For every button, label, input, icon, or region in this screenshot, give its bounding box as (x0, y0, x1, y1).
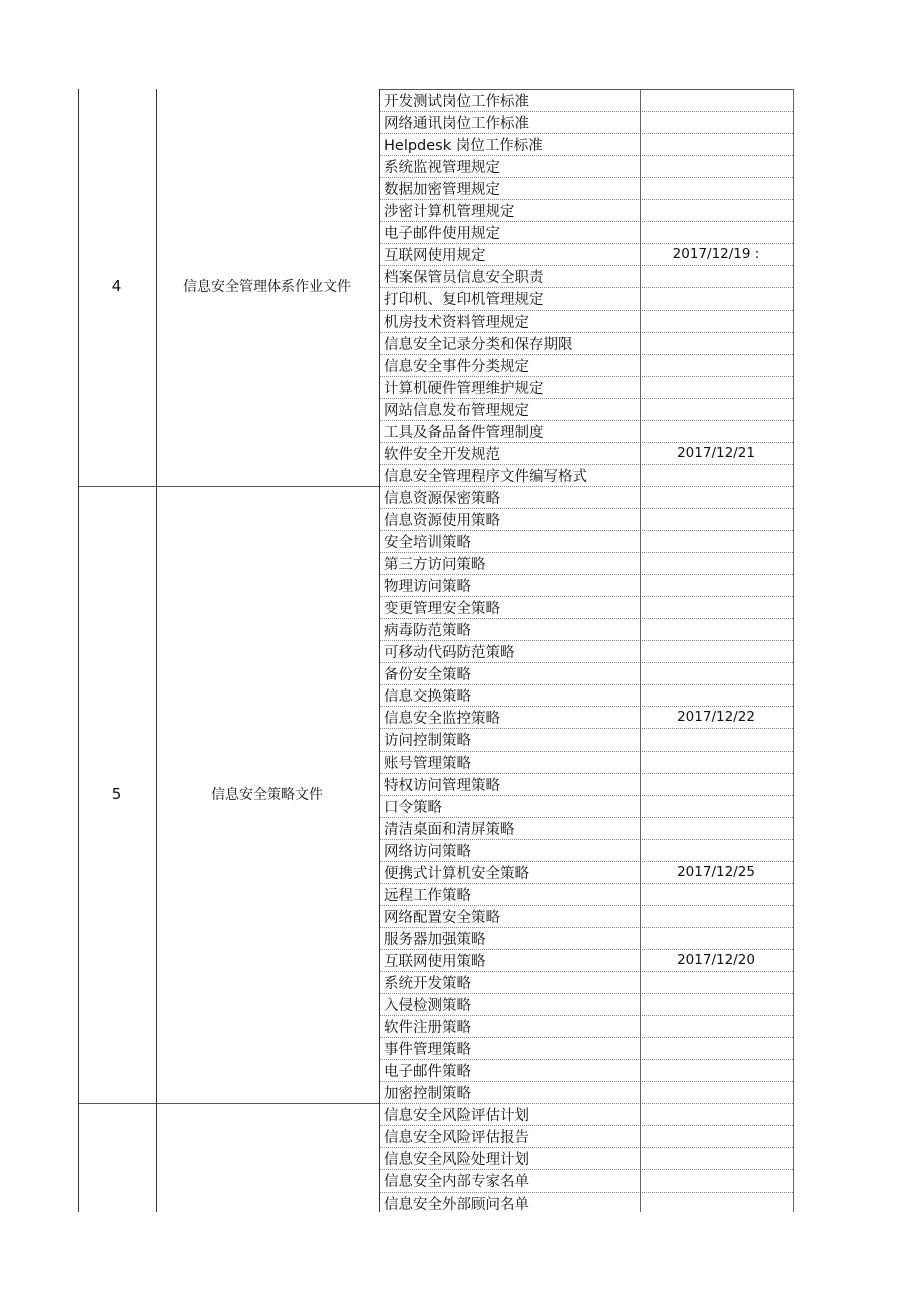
document-name-cell: 网站信息发布管理规定 (384, 402, 529, 419)
document-name-cell: 信息资源使用策略 (384, 512, 500, 529)
document-date-cell: 2017/12/19 : (672, 246, 760, 263)
document-name-cell: 计算机硬件管理维护规定 (384, 380, 544, 397)
document-name-cell: 工具及备品备件管理制度 (384, 424, 544, 441)
document-date-cell (641, 134, 791, 154)
group-divider (78, 1103, 379, 1104)
document-date-cell (641, 200, 791, 220)
document-name-cell: 事件管理策略 (384, 1042, 471, 1059)
document-name-cell: 互联网使用规定 (384, 248, 486, 265)
document-date-cell (641, 884, 791, 904)
document-name-cell: 数据加密管理规定 (384, 182, 500, 199)
document-date-cell (641, 906, 791, 926)
document-name-cell: 电子邮件策略 (384, 1064, 471, 1081)
document-name-cell: 入侵检测策略 (384, 998, 471, 1015)
document-name-cell: 机房技术资料管理规定 (384, 314, 529, 331)
document-date-cell (641, 619, 791, 639)
document-name-cell: 网络配置安全策略 (384, 909, 500, 926)
document-name-cell: 安全培训策略 (384, 535, 471, 551)
document-date-cell (641, 421, 791, 441)
column-divider (156, 89, 157, 1212)
document-name-cell: 信息安全外部顾问名单 (384, 1196, 529, 1213)
document-date-cell (641, 156, 791, 176)
document-name-cell: 加密控制策略 (384, 1086, 471, 1103)
document-date-cell (641, 531, 791, 551)
document-date-cell (641, 663, 791, 683)
document-date-cell (641, 1038, 791, 1058)
group-number: 4 (111, 277, 122, 296)
document-date-cell (641, 112, 791, 132)
document-name-cell: 信息安全监控策略 (384, 711, 500, 728)
document-date-cell (641, 1104, 791, 1124)
group-number: 5 (111, 784, 122, 803)
document-date-cell (641, 685, 791, 705)
document-name-cell: 档案保管员信息安全职责 (384, 270, 544, 287)
document-date-cell: 2017/12/20 (677, 951, 755, 968)
document-date-cell (641, 752, 791, 772)
document-name-cell: 网络访问策略 (384, 843, 471, 860)
column-divider (640, 89, 641, 1212)
document-date-cell (641, 266, 791, 286)
document-date-cell (641, 377, 791, 397)
document-name-cell: 信息安全内部专家名单 (384, 1174, 529, 1191)
document-name-cell: 信息资源保密策略 (384, 490, 500, 507)
document-date-cell (641, 641, 791, 661)
document-date-cell (641, 774, 791, 794)
document-name-cell: 网络通讯岗位工作标准 (384, 116, 529, 133)
document-name-cell: 清洁桌面和清屏策略 (384, 821, 515, 838)
document-name-cell: 信息安全管理程序文件编写格式 (384, 468, 587, 485)
document-name-cell: 信息安全风险评估报告 (384, 1130, 529, 1147)
document-date-cell (641, 840, 791, 860)
document-date-cell (641, 355, 791, 375)
document-name-cell: 特权访问管理策略 (384, 777, 500, 794)
document-name-cell: 备份安全策略 (384, 667, 471, 684)
document-date-cell (641, 928, 791, 948)
document-name-cell: 软件安全开发规范 (384, 446, 500, 463)
document-date-cell (641, 729, 791, 749)
document-name-cell: 信息安全记录分类和保存期限 (384, 336, 573, 353)
column-divider (78, 89, 79, 1212)
document-date-cell: 2017/12/22 (677, 709, 755, 726)
document-date-cell (641, 597, 791, 617)
document-date-cell (641, 994, 791, 1014)
document-date-cell (641, 333, 791, 353)
document-date-cell: 2017/12/25 (677, 863, 755, 880)
document-name-cell: 口令策略 (384, 799, 442, 816)
document-name-cell: 电子邮件使用规定 (384, 226, 500, 243)
document-name-cell: 开发测试岗位工作标准 (384, 94, 529, 110)
document-name-cell: 互联网使用策略 (384, 953, 486, 970)
document-date-cell (641, 399, 791, 419)
document-date-cell (641, 1126, 791, 1146)
document-name-cell: 软件注册策略 (384, 1020, 471, 1037)
document-date-cell (641, 818, 791, 838)
document-name-cell: 涉密计算机管理规定 (384, 204, 515, 221)
document-date-cell (641, 465, 791, 485)
group-category: 信息安全管理体系作业文件 (183, 279, 351, 296)
document-date-cell (641, 553, 791, 573)
document-name-cell: 可移动代码防范策略 (384, 645, 515, 662)
document-name-cell: 账号管理策略 (384, 755, 471, 772)
document-name-cell: 信息安全风险处理计划 (384, 1152, 529, 1169)
document-name-cell: 信息交换策略 (384, 689, 471, 706)
document-date-cell (641, 222, 791, 242)
group-divider (78, 486, 379, 487)
document-date-cell (641, 1193, 791, 1213)
document-name-cell: 第三方访问策略 (384, 557, 486, 574)
document-name-cell: 访问控制策略 (384, 733, 471, 750)
document-date-cell (641, 796, 791, 816)
document-name-cell: 物理访问策略 (384, 579, 471, 596)
document-date-cell (641, 90, 791, 110)
group-category: 信息安全策略文件 (211, 786, 323, 803)
document-name-cell: 系统开发策略 (384, 976, 471, 992)
document-date-cell (641, 1170, 791, 1190)
document-name-cell: 病毒防范策略 (384, 623, 471, 640)
document-name-cell: Helpdesk 岗位工作标准 (384, 138, 543, 155)
document-date-cell (641, 575, 791, 595)
document-name-cell: 变更管理安全策略 (384, 601, 500, 618)
document-date-cell (641, 1016, 791, 1036)
document-date-cell (641, 1082, 791, 1102)
column-divider (793, 89, 794, 1212)
document-name-cell: 系统监视管理规定 (384, 160, 500, 177)
document-date-cell (641, 487, 791, 507)
table-top-border (379, 89, 793, 90)
document-name-cell: 信息安全事件分类规定 (384, 358, 529, 375)
document-date-cell (641, 178, 791, 198)
document-date-cell: 2017/12/21 (677, 444, 755, 461)
document-date-cell (641, 311, 791, 331)
column-divider (379, 89, 380, 1212)
document-date-cell (641, 972, 791, 992)
document-name-cell: 远程工作策略 (384, 887, 471, 904)
document-date-cell (641, 1060, 791, 1080)
document-name-cell: 服务器加强策略 (384, 931, 486, 948)
document-date-cell (641, 288, 791, 308)
document-date-cell (641, 1148, 791, 1168)
document-name-cell: 打印机、复印机管理规定 (384, 292, 544, 309)
document-date-cell (641, 509, 791, 529)
document-name-cell: 信息安全风险评估计划 (384, 1108, 529, 1125)
document-name-cell: 便携式计算机安全策略 (384, 865, 529, 882)
